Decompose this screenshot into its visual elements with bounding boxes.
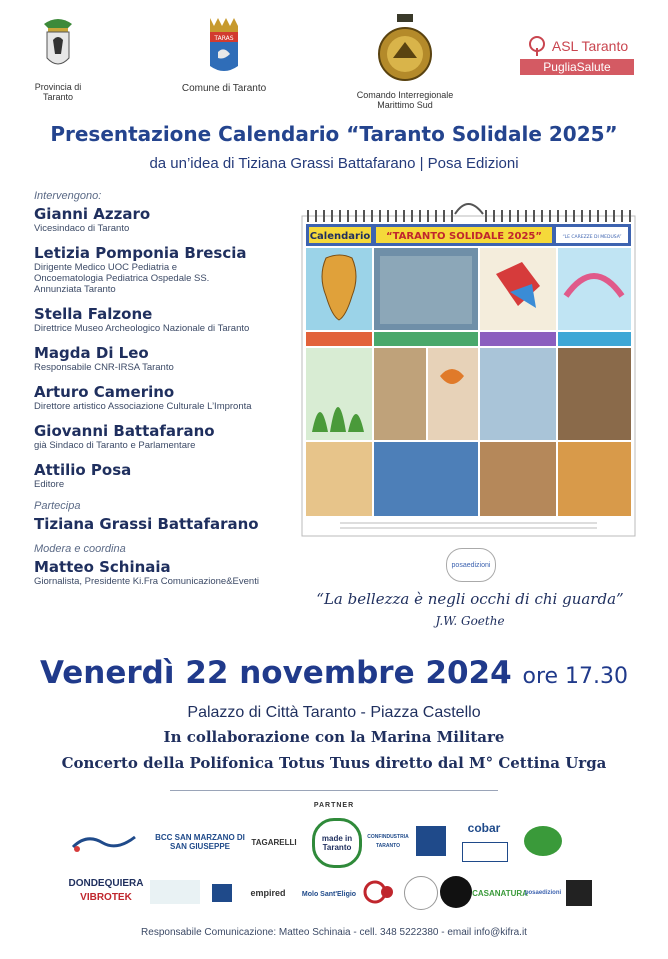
collaboration-line: In collaborazione con la Marina Militare	[163, 728, 505, 746]
square-logo-icon	[210, 882, 234, 904]
partner-logo-made-in-taranto: made in Taranto	[312, 818, 362, 868]
speaker-name: Letizia Pomponia Brescia	[34, 244, 247, 262]
svg-text:“LE CAREZZE DI MEDUSA”: “LE CAREZZE DI MEDUSA”	[562, 235, 622, 240]
partner-logo-lo	[362, 878, 396, 906]
speaker-role: Responsabile CNR-IRSA Taranto	[34, 362, 174, 373]
speaker-role: già Sindaco di Taranto e Parlamentare	[34, 440, 196, 451]
provincia-crest-icon	[38, 14, 78, 76]
partner-label: PARTNER	[313, 802, 355, 809]
modera-label: Modera e coordina	[34, 543, 126, 555]
provincia-logo: Provincia di Taranto	[34, 14, 82, 102]
partner-logo-cobar: cobar	[467, 820, 501, 835]
speaker-role: Direttrice Museo Archeologico Nazionale di Taranto	[34, 323, 250, 334]
speakers-label: Intervengono:	[34, 190, 102, 202]
calendar-image	[300, 196, 637, 538]
event-date-text: Venerdì 22 novembre 2024	[39, 655, 512, 691]
comando-logo: Comando Interregionale Marittimo Sud	[356, 14, 454, 110]
svg-text:Calendario: Calendario	[309, 231, 371, 242]
speakers-list	[34, 186, 304, 597]
partner-logo-small	[462, 842, 508, 862]
svg-text:“TARANTO SOLIDALE 2025”: “TARANTO SOLIDALE 2025”	[386, 231, 542, 242]
speaker-name: Magda Di Leo	[34, 344, 149, 362]
asl-logo: ASL Taranto PugliaSalute	[520, 36, 634, 75]
event-venue: Palazzo di Città Taranto - Piazza Castello	[187, 704, 481, 721]
posa-edizioni-logo: posaedizioni	[446, 548, 496, 582]
quote-author: J.W. Goethe	[435, 614, 505, 628]
speaker-name: Giovanni Battafarano	[34, 422, 215, 440]
divider	[170, 790, 498, 791]
speaker-role: Dirigente Medico UOC Pediatria e Oncoematologia Pediatrica Ospedale SS. Annunziata Taranto	[34, 262, 210, 295]
speaker-name: Attilio Posa	[34, 461, 132, 479]
partner-logo-casanatura: CASANATURA	[472, 888, 528, 898]
partner-logo-dark	[566, 880, 592, 906]
partner-logo-vibrotek: VIBROTEK	[80, 891, 132, 903]
partner-logo-circle	[404, 876, 438, 910]
wave-logo-icon	[69, 827, 139, 857]
asl-banner: PugliaSalute	[520, 59, 634, 75]
event-date	[0, 655, 668, 691]
page-title: Presentazione Calendario “Taranto Solidale 2025”	[50, 122, 618, 146]
concert-line: Concerto della Polifonica Totus Tuus diretto dal M° Cettina Urga	[61, 754, 607, 772]
partner-logo-light	[150, 880, 200, 904]
speaker-name: Gianni Azzaro	[34, 205, 151, 223]
modera-role: Giornalista, Presidente Ki.Fra Comunicazione&Eventi	[34, 576, 259, 587]
partner-logo-green	[524, 826, 562, 856]
partner-logo-black	[440, 876, 472, 908]
speaker-role: Vicesindaco di Taranto	[34, 223, 130, 234]
header-logos	[0, 14, 668, 110]
comando-seal-icon	[377, 14, 433, 84]
footer-contact: Responsabile Comunicazione: Matteo Schinaia - cell. 348 5222380 - email info@kifra.it	[141, 927, 527, 938]
quote-text: “La bellezza è negli occhi di chi guarda”	[316, 590, 624, 608]
partner-logo-mare	[68, 824, 140, 860]
partner-logo-tagarelli: TAGARELLI	[251, 837, 297, 847]
speaker-name: Arturo Camerino	[34, 383, 175, 401]
speaker-name: Stella Falzone	[34, 305, 153, 323]
event-time: ore 17.30	[522, 664, 629, 689]
comune-logo: TARAS Comune di Taranto	[176, 14, 272, 94]
partner-logo-empired: empired	[250, 887, 286, 898]
partner-logo-confindustria: CONFINDUSTRIA TARANTO	[367, 834, 409, 849]
speaker-role: Editore	[34, 479, 65, 490]
svg-text:TARAS: TARAS	[214, 35, 234, 42]
partner-logo-molo: Molo Sant'Eligio	[301, 890, 357, 898]
partner-logo-bcc: BCC SAN MARZANO DI SAN GIUSEPPE	[155, 833, 245, 851]
circle-logo-icon	[363, 880, 395, 904]
calendar-illustration	[300, 196, 637, 538]
partecipa-name: Tiziana Grassi Battafarano	[34, 515, 259, 533]
partner-logo-tm	[206, 880, 238, 906]
goethe-quote	[300, 590, 640, 628]
partner-logo-posa: posaedizioni	[524, 889, 562, 896]
partecipa-label: Partecipa	[34, 500, 81, 512]
tree-icon	[526, 36, 548, 56]
modera-name: Matteo Schinaia	[34, 558, 171, 576]
speaker-role: Direttore artistico Associazione Culturale L’Impronta	[34, 401, 252, 412]
page-subtitle: da un’idea di Tiziana Grassi Battafarano | Posa Edizioni	[149, 155, 519, 172]
partner-logo-dondequiera: DONDEQUIERA	[68, 877, 144, 889]
comune-crest-icon	[204, 14, 244, 78]
partner-logo-blue	[416, 826, 446, 856]
